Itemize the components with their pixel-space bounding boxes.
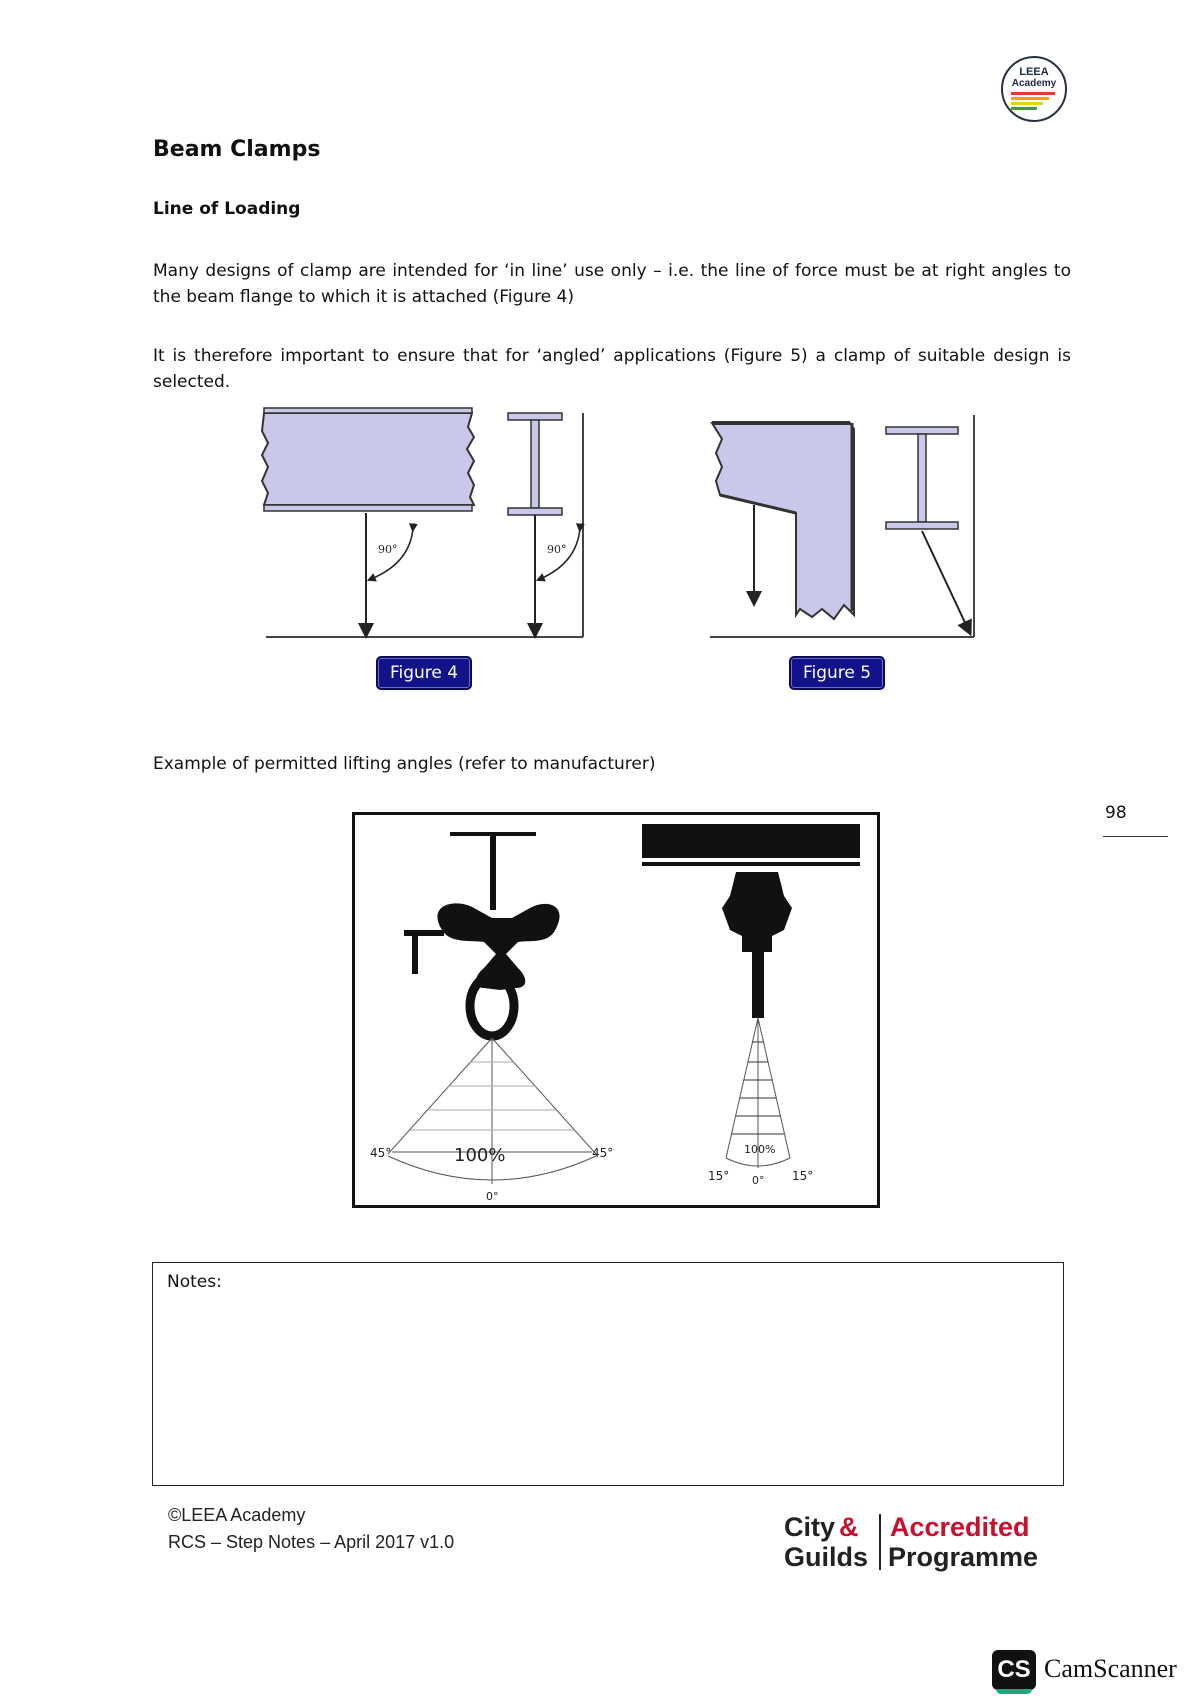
camscanner-name: CamScanner bbox=[1044, 1654, 1177, 1683]
lifting-angles-caption: Example of permitted lifting angles (refer to manufacturer) bbox=[153, 754, 656, 774]
cg-logo-divider bbox=[879, 1514, 881, 1570]
figure-4-drawing bbox=[262, 408, 583, 637]
i-beam-right bbox=[886, 427, 958, 529]
cg-logo-guilds: Guilds bbox=[784, 1542, 869, 1572]
logo-bar-yellow bbox=[1011, 102, 1043, 105]
cg-logo-programme: Programme bbox=[888, 1542, 1039, 1572]
notes-box bbox=[152, 1262, 1064, 1486]
page-number: 98 bbox=[1105, 803, 1127, 823]
city-guilds-accredited-logo bbox=[784, 1510, 1039, 1574]
left-angle-label-center: 0° bbox=[486, 1190, 499, 1203]
paragraph-angled-use: It is therefore important to ensure that for ‘angled’ applications (Figure 5) a clamp of suitable design is selected. bbox=[153, 346, 1071, 392]
beam-figures-diagram bbox=[250, 405, 990, 645]
logo-bar-orange bbox=[1011, 97, 1049, 100]
leea-academy-logo bbox=[1001, 56, 1067, 122]
left-angle-label-left: 45° bbox=[370, 1146, 392, 1160]
paragraph-inline-use: Many designs of clamp are intended for ‘in line’ use only – i.e. the line of force must be at right angles to the beam flange to which it is attached (Figure 4) bbox=[153, 261, 1071, 307]
cg-logo-city: City bbox=[784, 1512, 836, 1542]
logo-bar-red bbox=[1011, 92, 1055, 95]
cg-logo-accredited: Accredited bbox=[890, 1512, 1030, 1542]
logo-text-academy: Academy bbox=[1011, 78, 1057, 89]
cg-logo-ampersand: & bbox=[839, 1512, 859, 1542]
left-percent-label: 100% bbox=[454, 1145, 506, 1166]
i-beam-left bbox=[508, 413, 562, 515]
logo-bar-green bbox=[1011, 107, 1037, 110]
page-title: Beam Clamps bbox=[153, 137, 321, 162]
lifting-angles-diagram bbox=[352, 812, 880, 1208]
right-angle-label-right: 15° bbox=[792, 1169, 814, 1183]
footer-document-version: RCS – Step Notes – April 2017 v1.0 bbox=[168, 1532, 455, 1552]
notes-label: Notes: bbox=[167, 1272, 222, 1292]
page-number-rule bbox=[1103, 836, 1168, 837]
section-heading: Line of Loading bbox=[153, 199, 301, 219]
right-percent-label: 100% bbox=[744, 1143, 776, 1156]
footer-copyright: ©LEEA Academy bbox=[168, 1505, 306, 1525]
right-angle-label-center: 0° bbox=[752, 1174, 765, 1187]
figure-4-angle-right: 90° bbox=[547, 543, 567, 556]
camscanner-badge: CS bbox=[992, 1650, 1036, 1690]
right-angle-label-left: 15° bbox=[708, 1169, 730, 1183]
logo-text-leea: LEEA bbox=[1019, 66, 1049, 78]
figure-5-drawing bbox=[710, 415, 974, 637]
camscanner-watermark bbox=[992, 1650, 1192, 1692]
figure-4-label: Figure 4 bbox=[376, 656, 472, 690]
figure-5-label: Figure 5 bbox=[789, 656, 885, 690]
figure-4-angle-left: 90° bbox=[378, 543, 398, 556]
left-angle-label-right: 45° bbox=[592, 1146, 614, 1160]
